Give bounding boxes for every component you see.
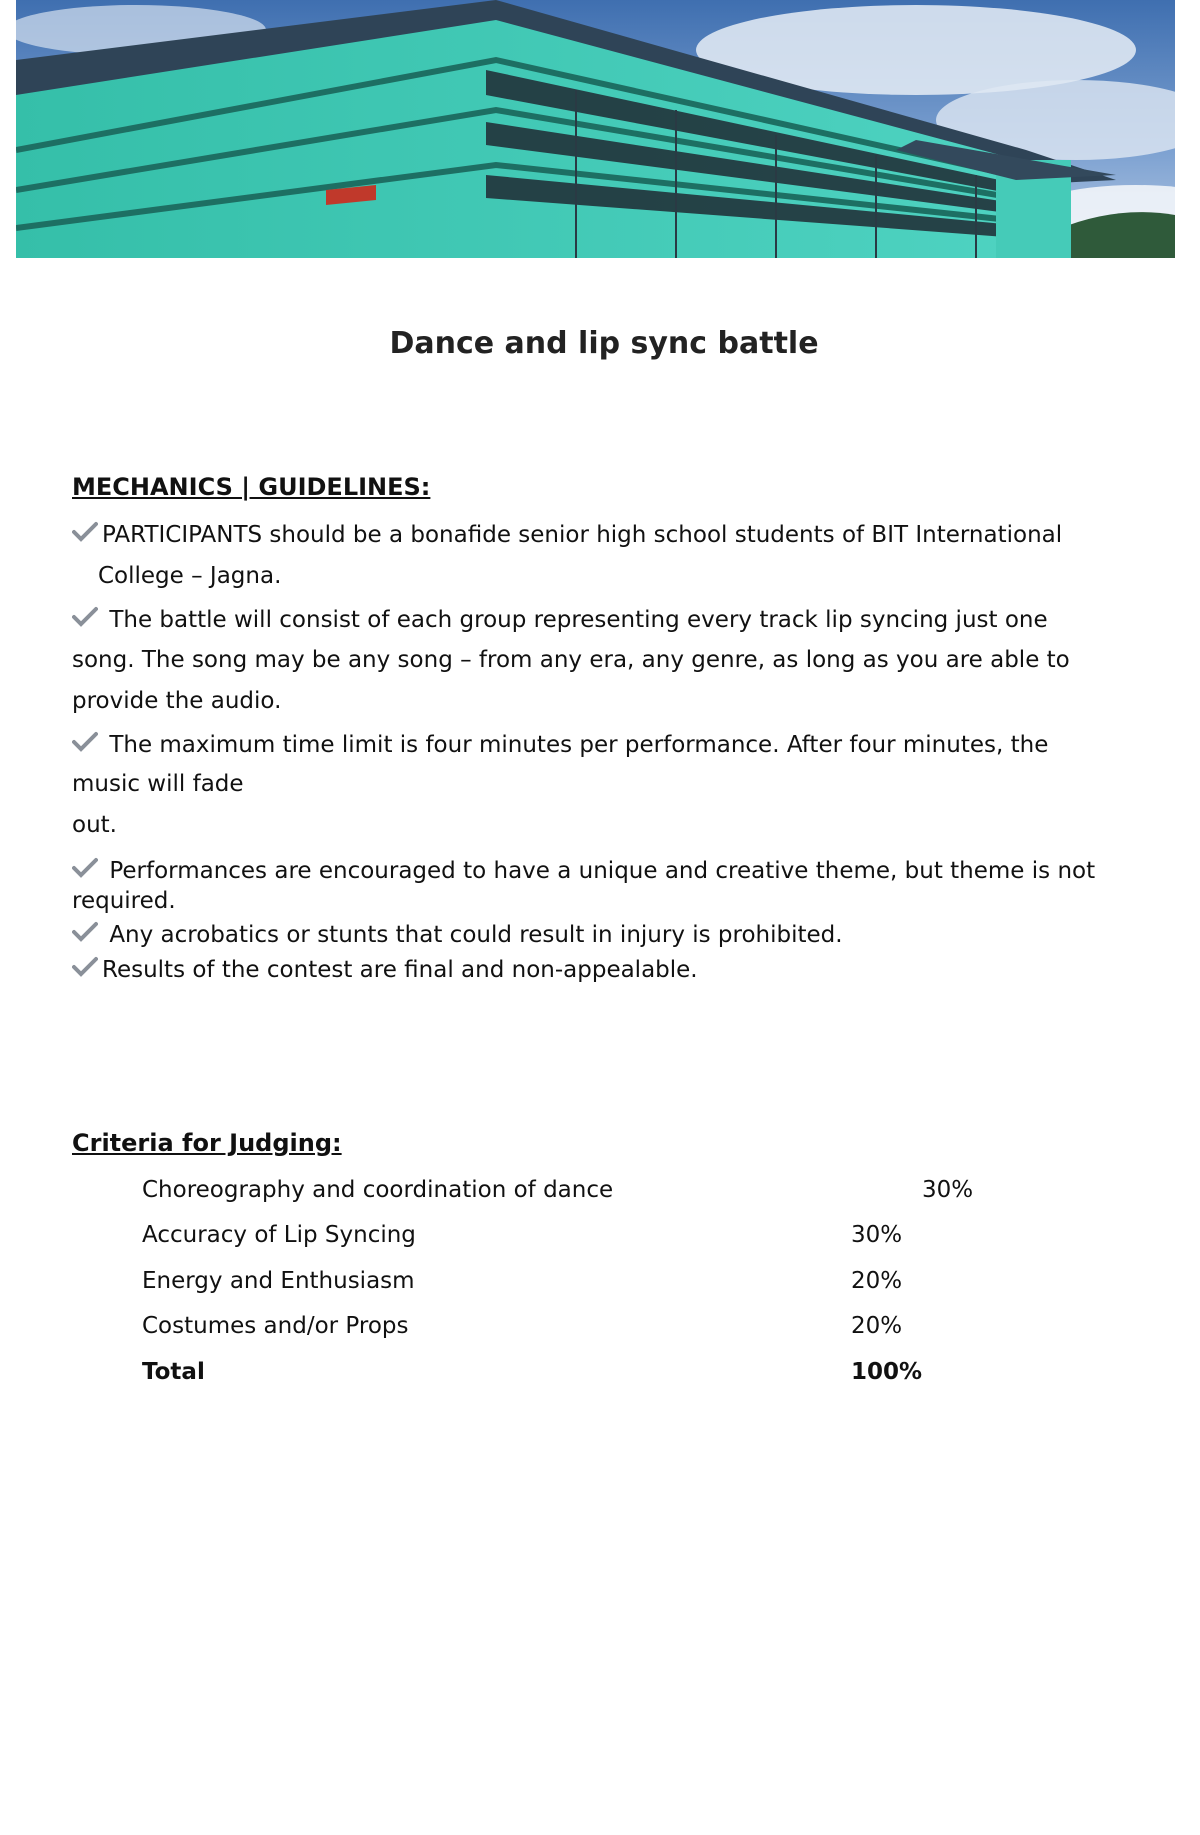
guideline-item: Results of the contest are final and non-appealable.	[72, 955, 698, 983]
guideline-item: The maximum time limit is four minutes per performance. After four minutes, the	[72, 730, 1048, 758]
school-building-photo	[16, 0, 1175, 258]
guideline-text: provide the audio.	[72, 688, 282, 714]
guideline-text: music will fade	[72, 771, 244, 797]
criteria-heading: Criteria for Judging:	[72, 1129, 342, 1157]
criteria-total-label: Total	[142, 1359, 205, 1385]
guideline-item: Any acrobatics or stunts that could result in injury is prohibited.	[72, 920, 843, 948]
check-icon	[72, 520, 98, 544]
guideline-item: PARTICIPANTS should be a bonafide senior high school students of BIT International	[72, 520, 1062, 548]
guideline-text: out.	[72, 812, 117, 838]
check-icon	[72, 955, 98, 979]
criteria-label: Energy and Enthusiasm	[142, 1268, 415, 1294]
page-title: Dance and lip sync battle	[389, 326, 819, 361]
guideline-item: Performances are encouraged to have a unique and creative theme, but theme is not	[72, 856, 1095, 884]
guideline-text: required.	[72, 888, 176, 914]
criteria-value: 20%	[851, 1268, 903, 1294]
criteria-label: Accuracy of Lip Syncing	[142, 1222, 416, 1248]
guideline-text: College – Jagna.	[98, 563, 282, 589]
guideline-text: song. The song may be any song – from any era, any genre, as long as you are able to	[72, 647, 1070, 673]
check-icon	[72, 856, 98, 880]
check-icon	[72, 920, 98, 944]
criteria-label: Costumes and/or Props	[142, 1313, 409, 1339]
guideline-item: The battle will consist of each group representing every track lip syncing just one	[72, 605, 1048, 633]
criteria-label: Choreography and coordination of dance	[142, 1177, 614, 1203]
mechanics-heading: MECHANICS | GUIDELINES:	[72, 473, 431, 501]
criteria-value: 30%	[851, 1222, 903, 1248]
criteria-total-value: 100%	[851, 1359, 923, 1385]
check-icon	[72, 730, 98, 754]
criteria-value: 30%	[922, 1177, 974, 1203]
criteria-value: 20%	[851, 1313, 903, 1339]
check-icon	[72, 605, 98, 629]
